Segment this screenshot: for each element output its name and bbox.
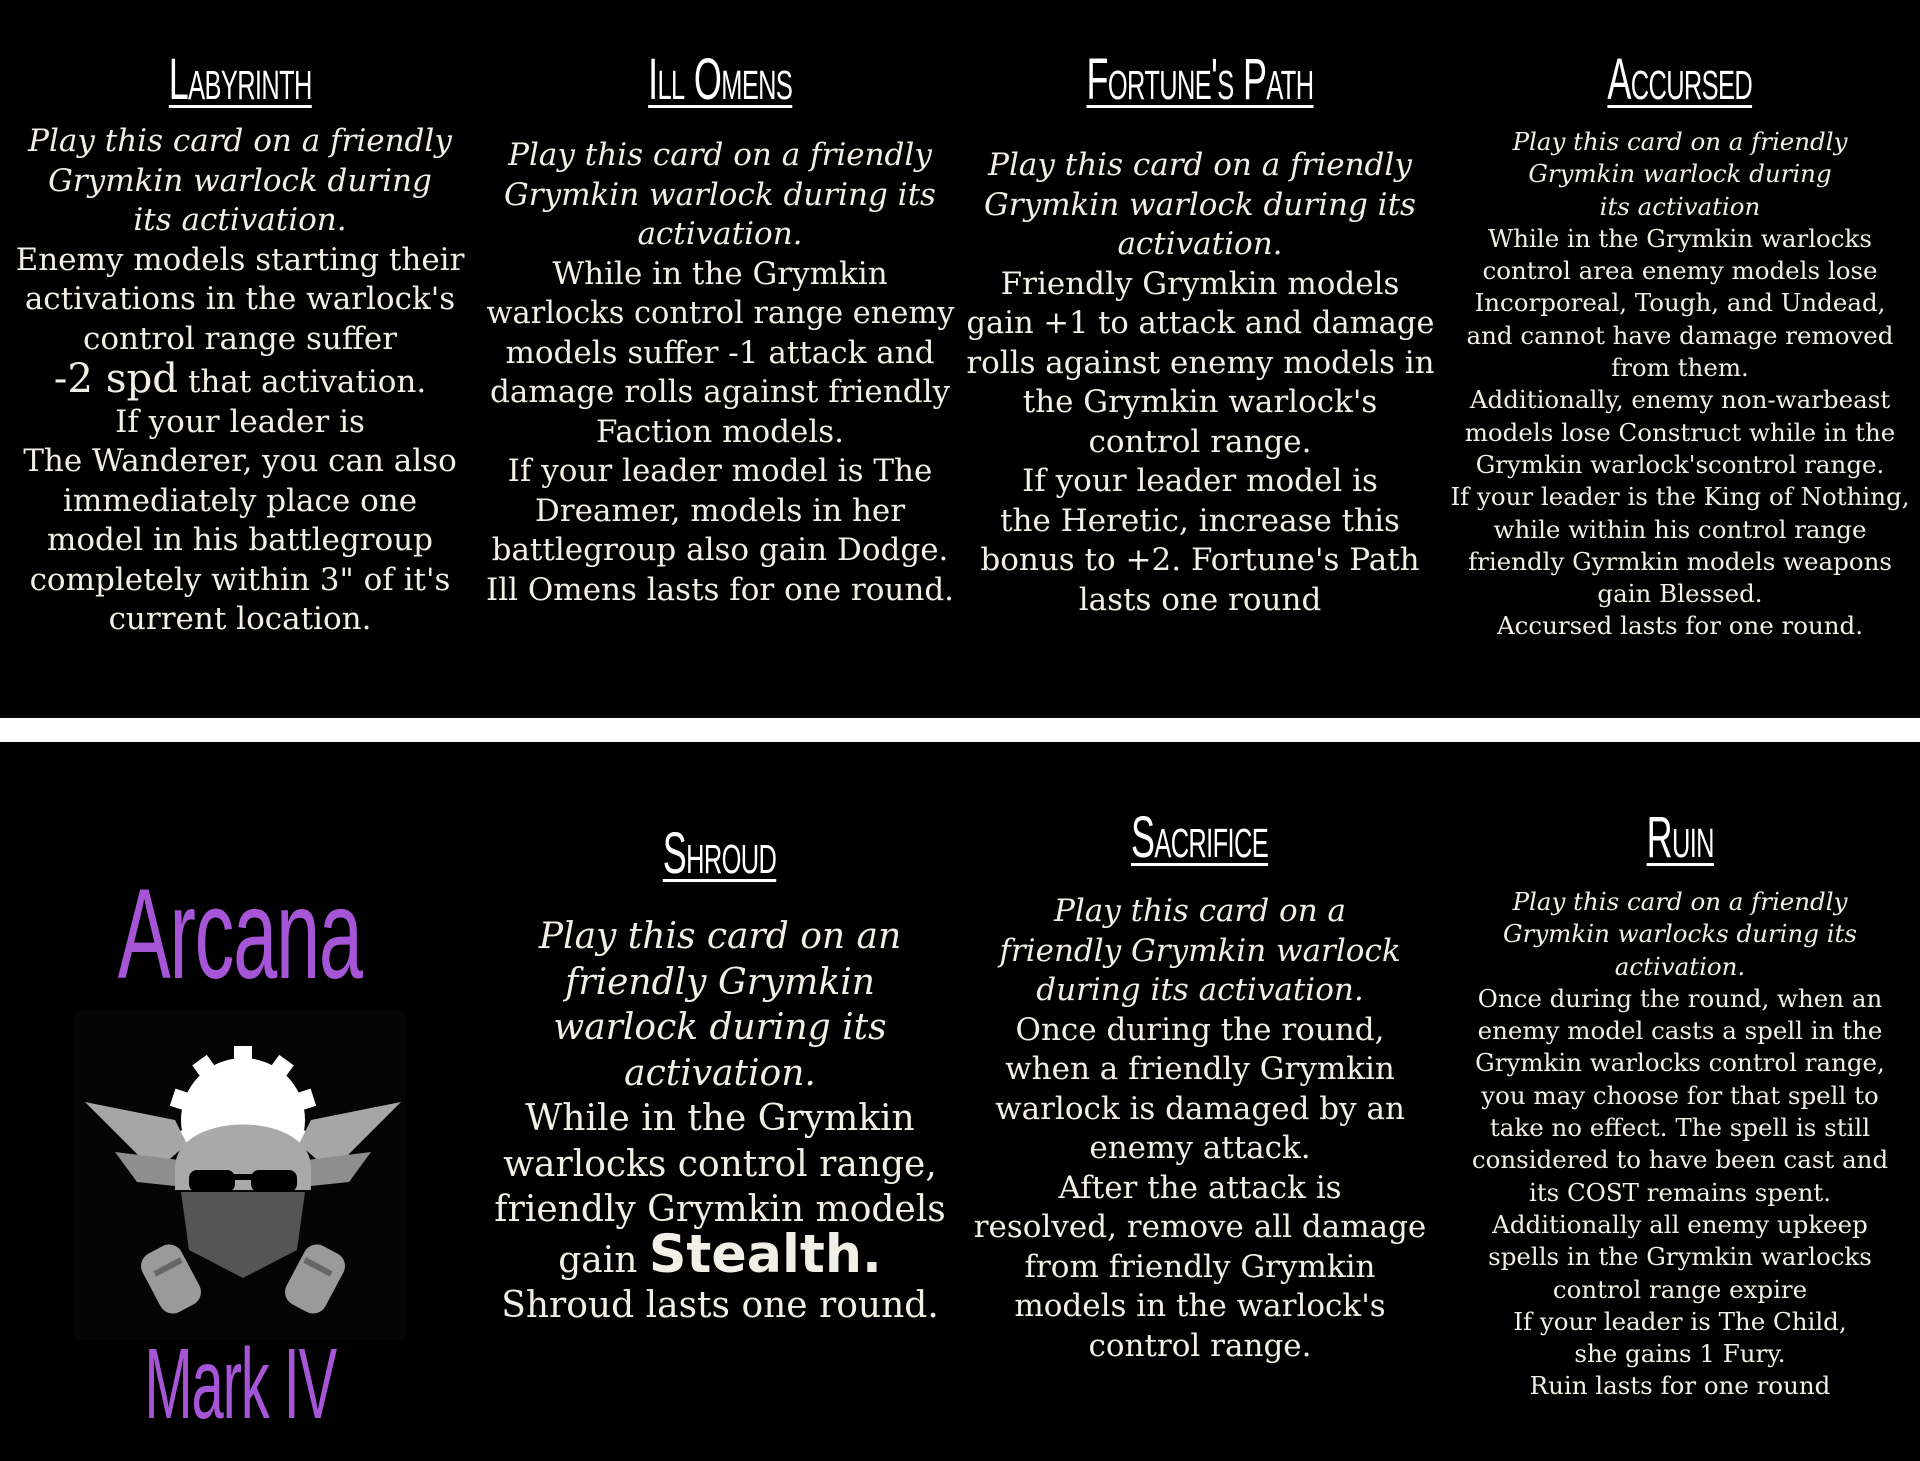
instruction-line: Play this card on an	[538, 916, 902, 957]
effect-line: model in his battlegroup	[46, 522, 434, 558]
effect-line: control range.	[1088, 423, 1312, 460]
effect-line: current location.	[108, 601, 372, 637]
effect-line: Once during the round,	[1015, 1011, 1385, 1048]
effect-line: from them.	[1611, 353, 1749, 383]
effect-line: bonus to +2. Fortune's Path	[980, 542, 1420, 578]
instruction-line: its activation.	[133, 202, 347, 238]
card-effect	[16, 241, 465, 640]
instruction-line: during its activation.	[1036, 972, 1364, 1008]
effect-line: while within his control range	[1493, 514, 1867, 544]
card-labyrinth	[0, 0, 480, 718]
effect-line: you may choose for that spell to	[1481, 1080, 1879, 1110]
mark-iv-label: Mark IV	[144, 1328, 336, 1440]
effect-line: Grymkin warlock'scontrol range.	[1475, 449, 1885, 479]
card-instructions	[539, 914, 901, 1096]
card-title: Ill Omens	[647, 47, 793, 112]
effect-line: Additionally all enemy upkeep	[1492, 1209, 1868, 1239]
card-instructions	[504, 136, 936, 255]
effect-line: control range expire	[1552, 1274, 1808, 1304]
effect-line: Ruin lasts for one round	[1529, 1371, 1831, 1401]
effect-line: Grymkin warlocks control range,	[1475, 1048, 1885, 1078]
effect-line: friendly Gyrmkin models weapons	[1468, 546, 1892, 576]
instruction-line: Grymkin warlocks during its	[1503, 919, 1857, 949]
instruction-line: activation.	[637, 216, 803, 252]
card-effect	[1472, 983, 1888, 1403]
card-effect	[482, 255, 959, 611]
instruction-line: friendly Grymkin	[565, 961, 875, 1003]
effect-line: friendly Grymkin models	[494, 1189, 946, 1230]
effect-line: control area enemy models lose	[1482, 256, 1878, 286]
instruction-line: activation.	[624, 1052, 816, 1094]
effect-line: gain +1 to attack and damage	[966, 305, 1435, 341]
instruction-line: Play this card on a	[1053, 893, 1347, 929]
card-instructions	[984, 146, 1416, 265]
effect-line: gain Blessed.	[1597, 579, 1763, 609]
card-effect	[963, 265, 1438, 621]
effect-line: enemy model casts a spell in the	[1477, 1016, 1883, 1046]
effect-line: Faction models.	[595, 413, 845, 450]
effect-line: If your leader is The Child,	[1513, 1306, 1847, 1336]
card-effect	[1450, 223, 1909, 643]
effect-line: warlocks control range,	[503, 1143, 937, 1185]
effect-line: enemy attack.	[1089, 1130, 1311, 1166]
effect-line-stealth	[494, 1224, 945, 1285]
effect-line: warlock is damaged by an	[995, 1090, 1405, 1127]
card-title: Labyrinth	[168, 47, 312, 112]
effect-line: models in the warlock's	[1014, 1288, 1386, 1324]
logo-graphic	[75, 1010, 405, 1340]
card-accursed	[1440, 0, 1920, 718]
instruction-line: activation.	[1614, 951, 1746, 981]
card-title: Sacrifice	[1131, 805, 1269, 870]
effect-line: If your leader is the King of Nothing,	[1450, 482, 1910, 512]
effect-line: While in the Grymkin	[525, 1098, 915, 1139]
gear-winged-helmet-icon	[75, 1010, 405, 1340]
card-effect	[494, 1096, 945, 1329]
effect-line: she gains 1 Fury.	[1574, 1339, 1786, 1369]
instruction-line: Play this card on a friendly	[508, 137, 932, 173]
effect-line: rolls against enemy models in	[965, 344, 1435, 381]
effect-line: Incorporeal, Tough, and Undead,	[1474, 288, 1886, 318]
effect-line: damage rolls against friendly	[489, 374, 951, 410]
effect-line: its COST remains spent.	[1529, 1177, 1831, 1207]
effect-line: activations in the warlock's	[24, 281, 456, 317]
effect-line: the Grymkin warlock's	[1022, 384, 1378, 420]
stealth-keyword: Stealth.	[648, 1224, 882, 1285]
bottom-card-row	[0, 742, 1920, 1461]
card-title: Accursed	[1607, 47, 1753, 112]
card-title: Ruin	[1646, 805, 1714, 870]
effect-line: models suffer -1 attack and	[505, 334, 935, 371]
effect-line: If your leader is	[115, 403, 365, 440]
card-instructions	[1513, 126, 1848, 223]
effect-line: Friendly Grymkin models	[1000, 265, 1400, 302]
effect-line: control range suffer	[82, 320, 398, 357]
effect-line: Ill Omens lasts for one round.	[485, 571, 955, 608]
instruction-line: Grymkin warlock during its	[504, 176, 936, 213]
effect-line: Accursed lasts for one round.	[1496, 611, 1864, 641]
effect-line: While in the Grymkin	[552, 255, 888, 292]
effect-line: Shroud lasts one round.	[501, 1285, 939, 1326]
effect-line: control range.	[1088, 1327, 1312, 1364]
instruction-line: Play this card on a friendly	[28, 123, 452, 159]
helmet-shape	[175, 1125, 311, 1279]
effect-line-spd	[16, 355, 465, 403]
effect-line: resolved, remove all damage	[973, 1209, 1427, 1245]
instruction-line: Grymkin warlock during	[48, 162, 432, 199]
effect-line: Additionally, enemy non-warbeast	[1469, 385, 1891, 415]
instruction-line: Play this card on a friendly	[1512, 127, 1848, 156]
card-ill-omens	[480, 0, 960, 718]
instruction-line: Play this card on a friendly	[1512, 887, 1848, 916]
card-sacrifice	[960, 742, 1440, 1461]
effect-line: If your leader model is	[1022, 463, 1378, 499]
effect-line: Enemy models starting their	[15, 241, 465, 278]
card-ruin	[1440, 742, 1920, 1461]
card-instructions	[1503, 886, 1857, 983]
effect-line: warlocks control range enemy	[486, 295, 954, 331]
card-instructions	[28, 122, 452, 241]
instruction-line: its activation	[1599, 191, 1761, 221]
row-divider	[0, 718, 1920, 742]
arcana-title: Arcana	[117, 863, 363, 1006]
effect-line: the Heretic, increase this	[1000, 502, 1400, 539]
effect-line: battlegroup also gain Dodge.	[491, 532, 949, 568]
effect-line: After the attack is	[1058, 1169, 1342, 1206]
effect-line: The Wanderer, you can also	[23, 443, 457, 479]
instruction-line: Play this card on a friendly	[988, 147, 1412, 183]
instruction-line: friendly Grymkin warlock	[999, 932, 1401, 969]
card-shroud	[480, 742, 960, 1461]
effect-line: and cannot have damage removed	[1466, 320, 1894, 350]
spd-rest: that activation.	[178, 364, 427, 400]
effect-line: immediately place one	[62, 482, 418, 519]
arcana-branding	[0, 742, 480, 1461]
effect-line: completely within 3" of it's	[29, 561, 451, 598]
top-card-row	[0, 0, 1920, 718]
card-instructions	[999, 892, 1400, 1011]
effect-line: Once during the round, when an	[1477, 983, 1883, 1013]
instruction-line: warlock during its	[553, 1007, 887, 1048]
card-effect	[974, 1011, 1427, 1367]
effect-line: considered to have been cast and	[1471, 1145, 1889, 1175]
effect-line: models lose Construct while in the	[1464, 417, 1896, 447]
effect-line: when a friendly Grymkin	[1005, 1051, 1395, 1087]
effect-line: take no effect. The spell is still	[1489, 1113, 1871, 1143]
card-title: Fortune's Path	[1086, 47, 1314, 112]
gain-text: gain	[558, 1239, 649, 1281]
effect-line: If your leader model is The	[507, 453, 933, 489]
effect-line: spells in the Grymkin warlocks	[1488, 1242, 1872, 1272]
spd-penalty: -2 spd	[53, 355, 179, 402]
effect-line: Dreamer, models in her	[534, 492, 906, 529]
card-title: Shroud	[663, 821, 777, 886]
instruction-line: activation.	[1117, 226, 1283, 262]
effect-line: lasts one round	[1078, 581, 1322, 618]
effect-line: from friendly Grymkin	[1024, 1248, 1376, 1285]
instruction-line: Grymkin warlock during	[1528, 159, 1832, 189]
card-fortunes-path	[960, 0, 1440, 718]
effect-line: While in the Grymkin warlocks	[1488, 223, 1872, 253]
instruction-line: Grymkin warlock during its	[984, 186, 1416, 223]
